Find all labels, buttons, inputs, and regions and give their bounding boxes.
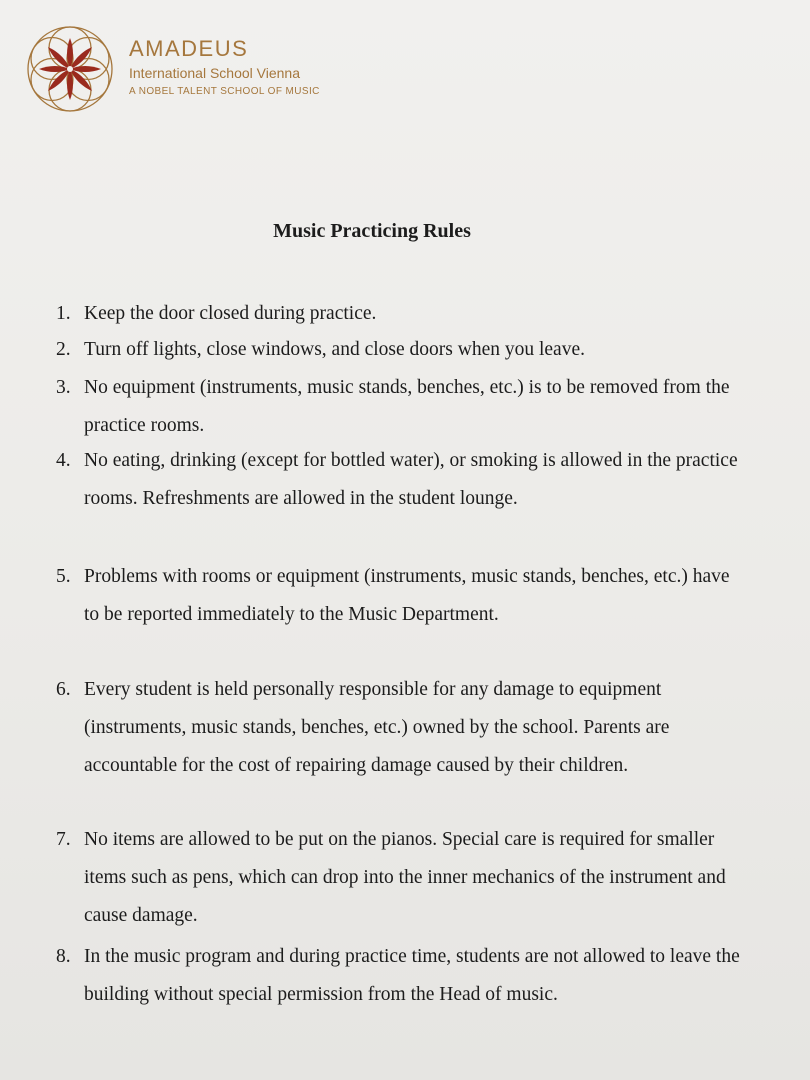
rule-number: 4. (56, 450, 71, 471)
rule-item-5 (56, 558, 746, 634)
rule-number: 3. (56, 377, 71, 398)
rule-number: 6. (56, 679, 71, 700)
rule-number: 1. (56, 303, 71, 324)
brand-name: AMADEUS (129, 36, 249, 61)
rule-item-7 (56, 821, 746, 935)
rule-item-1 (56, 295, 746, 333)
rule-item-6 (56, 671, 746, 785)
rule-item-4 (56, 442, 746, 518)
rule-text: Every student is held personally responsible for any damage to equipment (instruments, music stands, benches, etc.) owned by the school. Parents are accountable for the cost of repairing damage caused by their children. (84, 679, 670, 776)
rule-number: 7. (56, 829, 71, 850)
rule-text: No items are allowed to be put on the pianos. Special care is required for smaller items such as pens, which can drop into the inner mechanics of the instrument and cause damage. (84, 829, 726, 926)
rule-item-2 (56, 331, 746, 369)
rule-text: Keep the door closed during practice. (84, 303, 377, 324)
rule-number: 5. (56, 566, 71, 587)
rule-number: 8. (56, 946, 71, 967)
brand-subtitle: International School Vienna (129, 65, 300, 81)
document-title: Music Practicing Rules (273, 220, 471, 242)
rule-text: No equipment (instruments, music stands, benches, etc.) is to be removed from the practice rooms. (84, 377, 730, 436)
rule-item-8 (56, 938, 746, 1014)
rule-text: Problems with rooms or equipment (instruments, music stands, benches, etc.) have to be reported immediately to the Music Department. (84, 566, 730, 625)
brand-tagline: A NOBEL TALENT SCHOOL OF MUSIC (129, 86, 320, 97)
rule-item-3 (56, 369, 746, 445)
rule-text: No eating, drinking (except for bottled water), or smoking is allowed in the practice rooms. Refreshments are allowed in the student lounge. (84, 450, 738, 509)
rule-text: In the music program and during practice time, students are not allowed to leave the building without special permission from the Head of music. (84, 946, 740, 1005)
rule-number: 2. (56, 339, 71, 360)
rule-text: Turn off lights, close windows, and close doors when you leave. (84, 339, 585, 360)
